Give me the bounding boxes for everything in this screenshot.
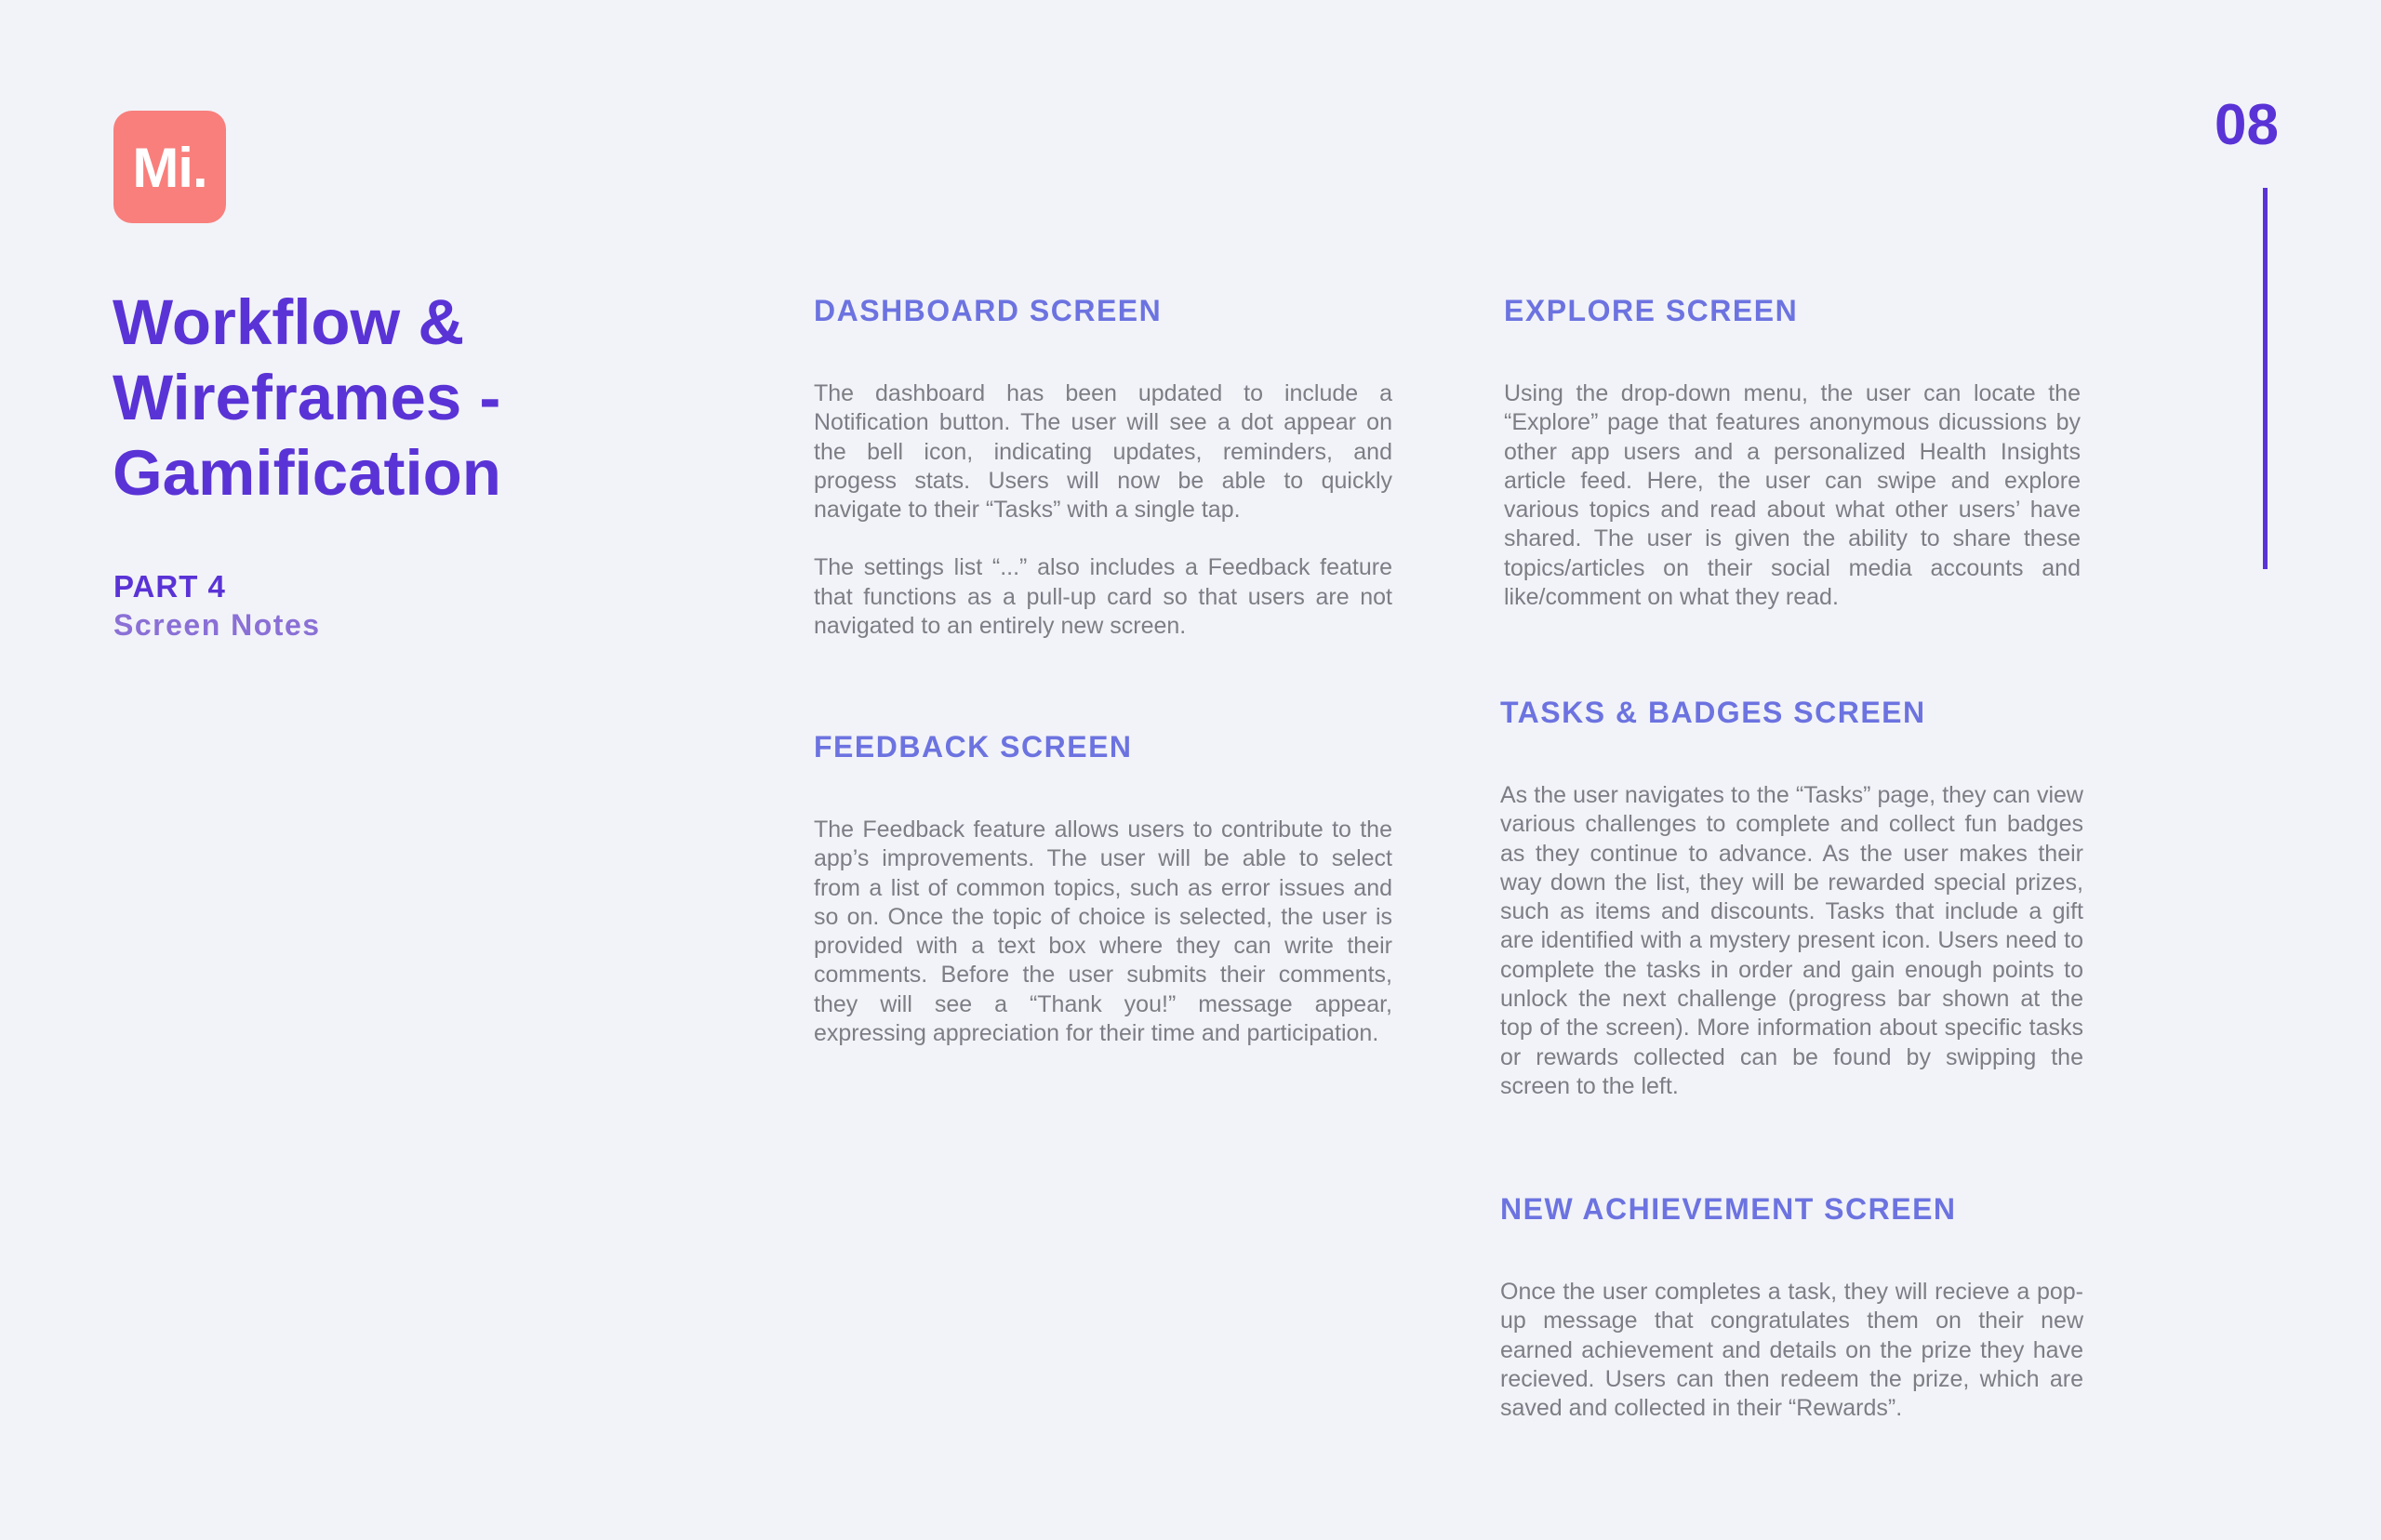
- section-heading: TASKS & BADGES SCREEN: [1500, 696, 1926, 729]
- section-tasks-badges-screen: [1500, 697, 2083, 1101]
- section-paragraph: Using the drop-down menu, the user can locate the “Explore” page that features anonymous dicussions by other app users and a personalized Health Insights article feed. Here, the user can swipe and explore various topics and read about what other users’ have shared. The user is given the ability to share these topics/articles on their social media accounts and like/comment on what they read.: [1504, 380, 2081, 611]
- section-body: [1500, 1278, 2083, 1423]
- section-body: [1500, 781, 2083, 1101]
- logo-text: Mi.: [132, 137, 207, 199]
- part-label: PART 4: [113, 569, 226, 604]
- section-heading: EXPLORE SCREEN: [1504, 294, 1799, 327]
- section-body: [1504, 379, 2081, 612]
- section-explore-screen: [1504, 296, 2081, 612]
- section-body: [814, 379, 1392, 641]
- section-dashboard-screen: [814, 296, 1392, 641]
- section-paragraph: The settings list “...” also includes a Feedback feature that functions as a pull-up card so that users are not navigated to an entirely new screen.: [814, 554, 1392, 640]
- page-number: 08: [2215, 93, 2279, 157]
- section-new-achievement-screen: [1500, 1194, 2083, 1423]
- app-logo: [113, 111, 226, 223]
- section-heading: NEW ACHIEVEMENT SCREEN: [1500, 1192, 1957, 1226]
- section-heading: DASHBOARD SCREEN: [814, 294, 1163, 327]
- section-body: [814, 816, 1392, 1048]
- section-paragraph: As the user navigates to the “Tasks” page, they can view various challenges to complete and collect fun badges as they continue to advance. As the user makes their way down the list, they will be rewarded special prizes, such as items and discounts. Tasks that include a gift are identified with a mystery present icon. Users need to complete the tasks in order and gain enough points to unlock the next challenge (progress bar shown at the top of the screen). More information about specific tasks or rewards collected can be found by swipping the screen to the left.: [1500, 782, 2083, 1099]
- part-subtitle: Screen Notes: [113, 608, 321, 642]
- accent-divider: [2263, 188, 2268, 569]
- page-title: Workflow & Wireframes - Gamification: [113, 286, 501, 509]
- section-heading: FEEDBACK SCREEN: [814, 730, 1133, 763]
- section-paragraph: The dashboard has been updated to include a Notification button. The user will see a dot appear on the bell icon, indicating updates, reminders, and progess stats. Users will now be able to quickly navigate to their “Tasks” with a single tap.: [814, 380, 1392, 524]
- section-paragraph: The Feedback feature allows users to contribute to the app’s improvements. The user will be able to select from a list of common topics, such as error issues and so on. Once the topic of choice is selected, the user is provided with a text box where they can write their comments. Before the user submits their comments, they will see a “Thank you!” message appear, expressing appreciation for their time and participation.: [814, 816, 1392, 1047]
- section-paragraph: Once the user completes a task, they will recieve a pop-up message that congratulates them on their new earned achievement and details on the prize they have recieved. Users can then redeem the prize, which are saved and collected in their “Rewards”.: [1500, 1279, 2083, 1422]
- section-feedback-screen: [814, 732, 1392, 1048]
